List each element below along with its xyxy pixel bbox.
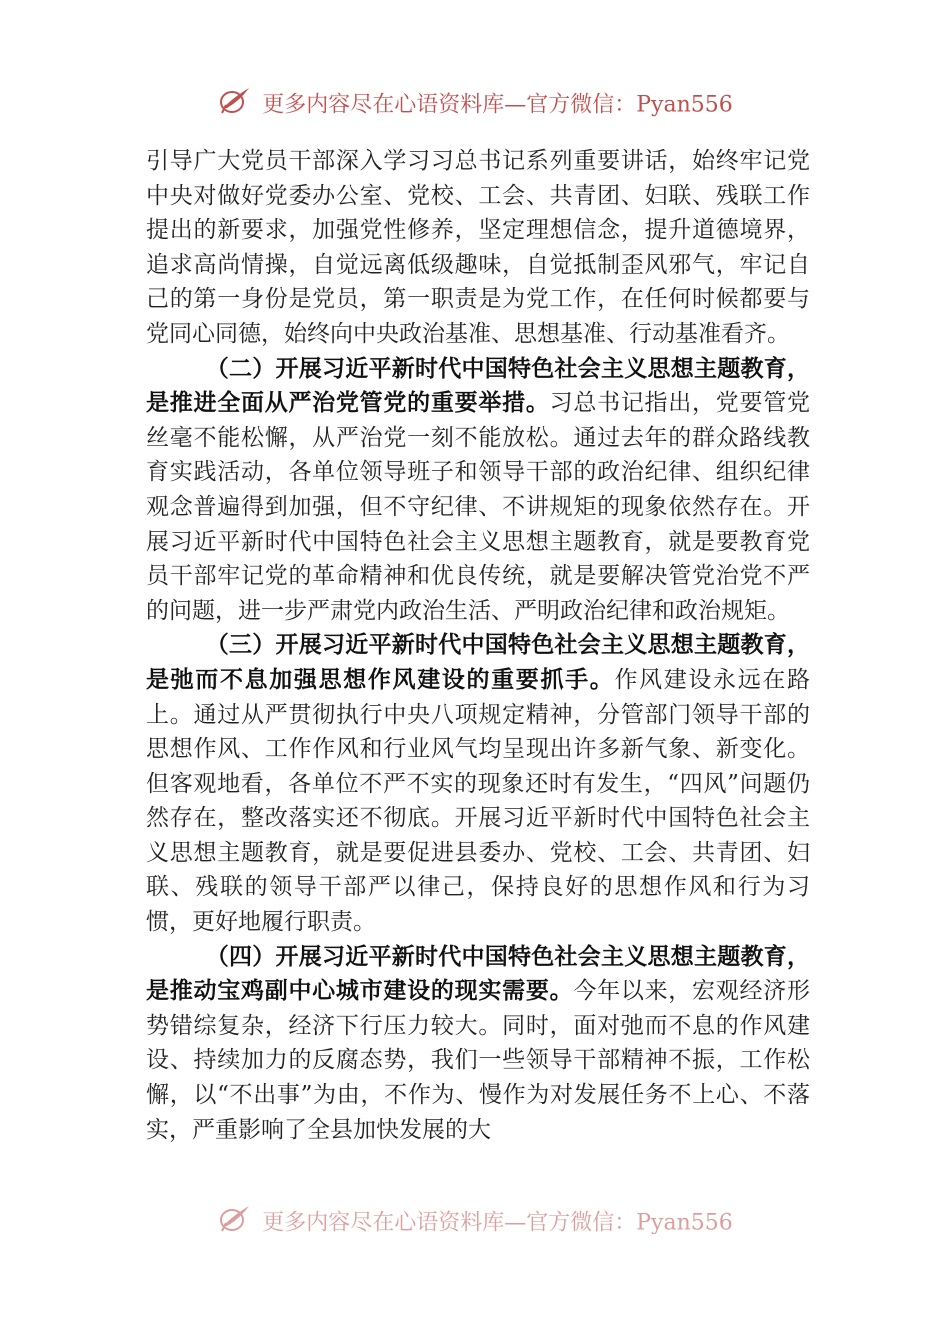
paragraph-heading: （三）开展习近平新时代中国特色社会主义思想主题教育，是弛而不息加强思想作风建设的重要抓手。 xyxy=(146,631,810,693)
paragraph-heading: （四）开展习近平新时代中国特色社会主义思想主题教育，是推动宝鸡副中心城市建设的现实需要。 xyxy=(146,942,810,1005)
paragraph-body: 引导广大党员干部深入学习习总书记系列重要讲话，始终牢记党中央对做好党委办公室、党校、工会、共青团、妇联、残联工作提出的新要求，加强党性修养，坚定理想信念，提升道德境界，追求高尚情操，自觉远离低级趣味，自觉抵制歪风邪气，牢记自己的第一身份是党员，第一职责是为党工作，在任何时候都要与党同心同德，始终向中央政治基准、思想基准、行动基准看齐。 xyxy=(146,148,810,347)
document-body xyxy=(146,144,810,1216)
watermark-text: 更多内容尽在心语资料库—官方微信：Pyan556 xyxy=(262,92,733,118)
paragraph-1 xyxy=(146,144,810,352)
paragraph-4 xyxy=(146,940,810,1148)
paragraph-3 xyxy=(146,628,810,939)
quill-circle-logo-icon xyxy=(217,1204,251,1234)
paragraph-body: 习总书记指出，党要管党丝毫不能松懈，从严治党一刻不能放松。通过去年的群众路线教育实践活动，各单位领导班子和领导干部的政治纪律、组织纪律观念普遍得到加强，但不守纪律、不讲规矩的现象依然存在。开展习近平新时代中国特色社会主义思想主题教育，就是要教育党员干部牢记党的革命精神和优良传统，就是要解决管党治党不严的问题，进一步严肃党内政治生活、严明政治纪律和政治规矩。 xyxy=(146,390,810,624)
watermark-footer xyxy=(0,1204,950,1234)
quill-circle-logo-icon xyxy=(217,86,251,125)
paragraph-body: 今年以来，宏观经济形势错综复杂，经济下行压力较大。同时，面对弛而不息的作风建设、持续加力的反腐态势，我们一些领导干部精神不振，工作松懈，以“不出事”为由，不作为、慢作为对发展任务不上心、不落实，严重影响了全县加快发展的大 xyxy=(146,978,810,1143)
watermark-header xyxy=(0,86,950,125)
watermark-text: 更多内容尽在心语资料库—官方微信：Pyan556 xyxy=(262,1210,733,1234)
paragraph-2 xyxy=(146,352,810,629)
paragraph-body: 作风建设永远在路上。通过从严贯彻执行中央八项规定精神，分管部门领导干部的思想作风、工作作风和行业风气均呈现出许多新气象、新变化。但客观地看，各单位不严不实的现象还时有发生，“四风”问题仍然存在，整改落实还不彻底。开展习近平新时代中国特色社会主义思想主题教育，就是要促进县委办、党校、工会、共青团、妇联、残联的领导干部严以律己，保持良好的思想作风和行为习惯，更好地履行职责。 xyxy=(146,666,810,936)
paragraph-heading: （二）开展习近平新时代中国特色社会主义思想主题教育，是推进全面从严治党管党的重要举措。 xyxy=(146,354,810,417)
